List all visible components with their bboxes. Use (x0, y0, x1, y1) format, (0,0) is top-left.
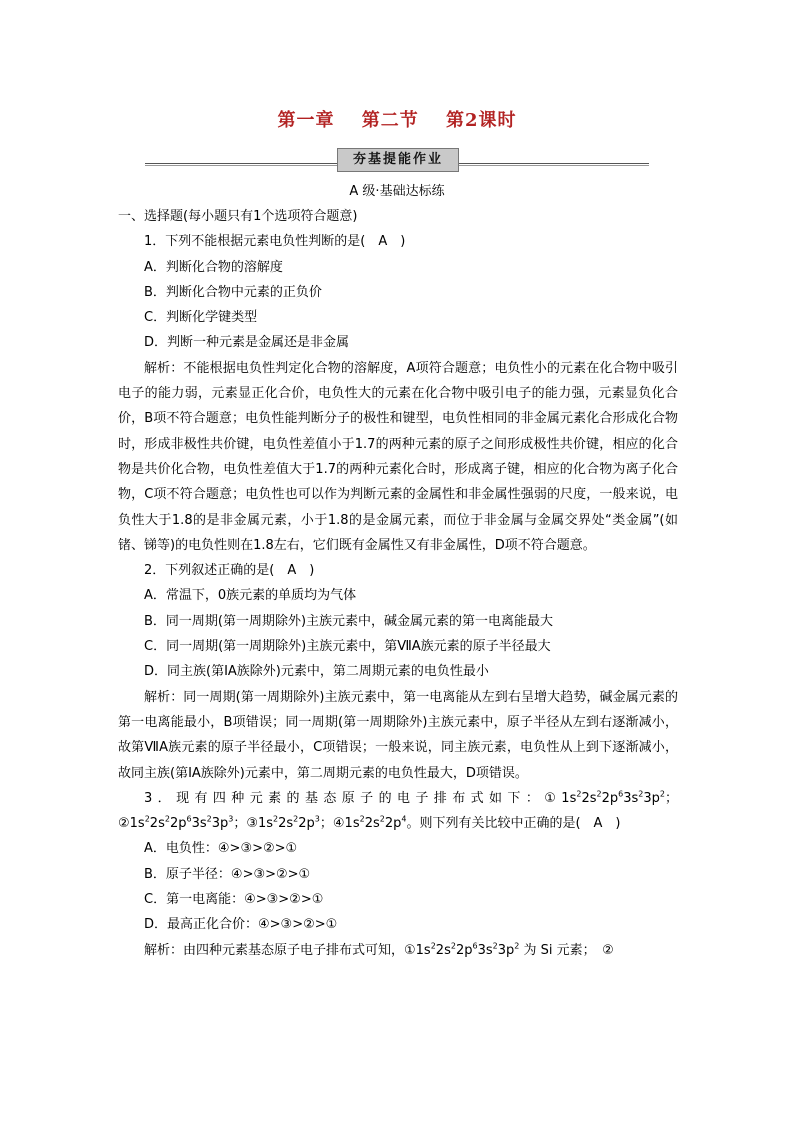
lesson-label: 第2课时 (446, 110, 517, 131)
question-1-stem: 1．下列不能根据元素电负性判断的是( A ) (144, 234, 406, 250)
question-3-option-a: A．电负性：④>③>②>① (144, 841, 298, 857)
question-2-option-d: D．同主族(第ⅠA族除外)元素中，第二周期元素的电负性最小 (144, 664, 489, 680)
banner-label: 夯基提能作业 (337, 148, 459, 172)
question-2-option-b: B．同一周期(第一周期除外)主族元素中，碱金属元素的第一电离能最大 (144, 613, 554, 629)
question-3-option-b: B．原子半径：④>③>②>① (144, 866, 311, 882)
question-3-stem: 3．现有四种元素的基态原子的电子排布式如下：$①1s^22s^22p^63s^23p^2$；$②1s^22s^22p^63s^23p^3$；$③1s^22s^22p^3$；$④1s^22s^22p^4$。则下列有关比较中正确的是( A ) (118, 789, 678, 832)
homework-banner (145, 146, 649, 176)
question-1-option-a: A．判断化合物的溶解度 (144, 259, 283, 275)
question-2-stem: 2．下列叙述正确的是( A ) (144, 563, 315, 579)
question-1-option-b: B．判断化合物中元素的正负价 (144, 284, 322, 300)
question-2-analysis: 解析：同一周期(第一周期除外)主族元素中，第一电离能从左到右呈增大趋势，碱金属元素的第一电离能最小，B项错误；同一周期(第一周期除外)主族元素中，原子半径从左到右逐渐减小，故第ⅦA族元素的原子半径最小，C项错误；一般来说，同主族元素，电负性从上到下逐渐减小，故同主族(第ⅠA族除外)元素中，第二周期元素的电负性最大，D项错误。 (118, 689, 678, 781)
question-1-analysis: 解析：不能根据电负性判定化合物的溶解度，A项符合题意；电负性小的元素在化合物中吸引电子的能力弱，元素显正化合价，电负性大的元素在化合物中吸引电子的能力强，元素显负化合价，B项不符合题意；电负性能判断分子的极性和键型，电负性相同的非金属元素化合形成化合物时，形成非极性共价键，电负性差值小于1.7的两种元素的原子之间形成极性共价键，相应的化合物是共价化合物，电负性差值大于1.7的两种元素化合时，形成离子键，相应的化合物为离子化合物，C项不符合题意；电负性也可以作为判断元素的金属性和非金属性强弱的尺度，一般来说，电负性大于1.8的是非金属元素，小于1.8的是金属元素，而位于非金属与金属交界处“类金属”(如锗、锑等)的电负性则在1.8左右，它们既有金属性又有非金属性，D项不符合题意。 (118, 360, 678, 553)
section-label: 第二节 (361, 110, 419, 131)
question-3-analysis: 解析：由四种元素基态原子电子排布式可知，$①1s^22s^22p^63s^23p^2$ 为 Si 元素； ② (144, 941, 614, 958)
question-1-option-c: C．判断化学键类型 (144, 310, 258, 326)
question-1-option-d: D．判断一种元素是金属还是非金属 (144, 335, 350, 351)
section-heading: 一、选择题(每小题只有1个选项符合题意) (118, 209, 358, 224)
question-content (118, 204, 678, 963)
page-title (0, 106, 794, 132)
level-heading: A 级·基础达标练 (349, 184, 445, 199)
question-3-option-d: D．最高正化合价：④>③>②>① (144, 917, 338, 933)
question-2-option-c: C．同一周期(第一周期除外)主族元素中，第ⅦA族元素的原子半径最大 (144, 639, 551, 655)
question-3-option-c: C．第一电离能：④>③>②>① (144, 892, 324, 908)
chapter-label: 第一章 (277, 110, 335, 131)
question-2-option-a: A．常温下，0族元素的单质均为气体 (144, 588, 357, 604)
